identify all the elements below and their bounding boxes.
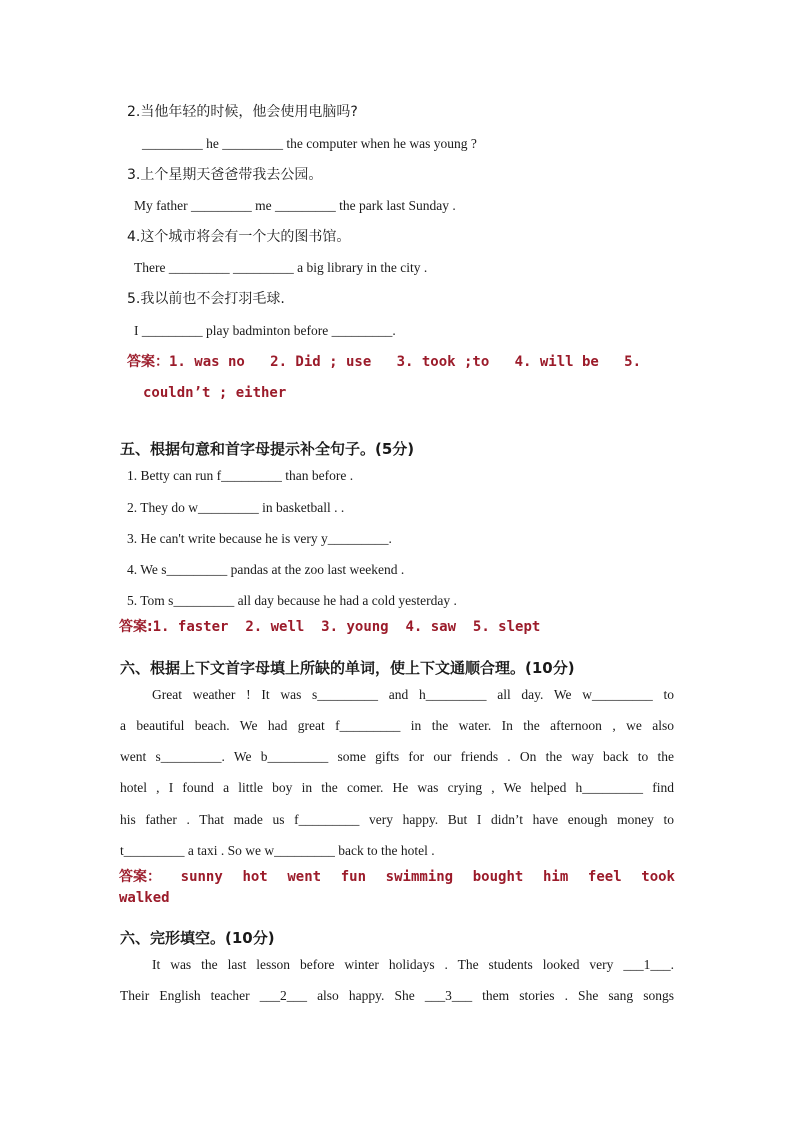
question-4-english: There _________ _________ a big library in the city . [134, 260, 428, 275]
section-5-answer [119, 618, 540, 636]
answer-label: 答案: [119, 619, 153, 635]
answer-word: swimming [385, 869, 454, 885]
answer-word: hot [242, 869, 268, 885]
passage-line: went s_________. We b_________ some gifts for our friends . On the way back to the [120, 749, 674, 764]
answer-label: 答案： [127, 354, 169, 370]
passage-line: t_________ a taxi . So we w_________ back to the hotel . [120, 843, 435, 858]
answer-word: bought [472, 869, 524, 885]
section-5-item: 4. We s_________ pandas at the zoo last weekend . [127, 562, 405, 577]
section-5-item: 1. Betty can run f_________ than before . [127, 468, 354, 483]
question-3-english: My father _________ me _________ the park last Sunday . [134, 198, 456, 213]
answer-word: feel [587, 869, 622, 885]
passage-line: It was the last lesson before winter holidays . The students looked very ___1___. [152, 957, 674, 972]
translation-answer-continued: couldn’t ; either [143, 385, 287, 401]
section-5-item: 2. They do w_________ in basketball . . [127, 500, 345, 515]
section-6-answer [119, 868, 675, 886]
section-5-heading: 五、根据句意和首字母提示补全句子。(5分) [120, 440, 415, 458]
answer-word: sunny [180, 869, 223, 885]
section-6-reading-heading: 六、完形填空。(10分) [120, 929, 275, 947]
question-2-english: _________ he _________ the computer when he was young ? [142, 136, 477, 151]
answer-word: him [542, 869, 569, 885]
passage-line: Great weather ! It was s_________ and h_________ all day. We w_________ to [152, 687, 674, 702]
section-6-cloze-heading: 六、根据上下文首字母填上所缺的单词，使上下文通顺合理。(10分) [120, 659, 575, 677]
section-5-item: 3. He can't write because he is very y_________. [127, 531, 392, 546]
answer-word: went [287, 869, 322, 885]
question-2-chinese: 2.当他年轻的时候，他会使用电脑吗? [127, 104, 358, 120]
passage-line: Their English teacher ___2___ also happy. She ___3___ them stories . She sang songs [120, 988, 674, 1003]
passage-line: his father . That made us f_________ very happy. But I didn’t have enough money to [120, 812, 674, 827]
passage-line: hotel , I found a little boy in the comer. He was crying , We helped h_________ find [120, 780, 674, 795]
question-3-chinese: 3.上个星期天爸爸带我去公园。 [127, 167, 323, 183]
question-5-chinese: 5.我以前也不会打羽毛球. [127, 291, 285, 307]
section-6-answer-continued: walked [119, 890, 170, 906]
question-5-english: I _________ play badminton before _________. [134, 323, 396, 338]
answer-text: 1. faster 2. well 3. young 4. saw 5. slept [152, 619, 541, 635]
answer-label: 答案： [119, 869, 161, 885]
answer-text: 1. was no 2. Did ; use 3. took ;to 4. will be 5. [169, 354, 642, 370]
answer-word: took [641, 869, 675, 885]
answer-word: fun [340, 869, 367, 885]
question-4-chinese: 4.这个城市将会有一个大的图书馆。 [127, 229, 351, 245]
section-5-item: 5. Tom s_________ all day because he had a cold yesterday . [127, 593, 457, 608]
translation-answer [127, 353, 641, 371]
passage-line: a beautiful beach. We had great f_________ in the water. In the afternoon , we also [120, 718, 674, 733]
